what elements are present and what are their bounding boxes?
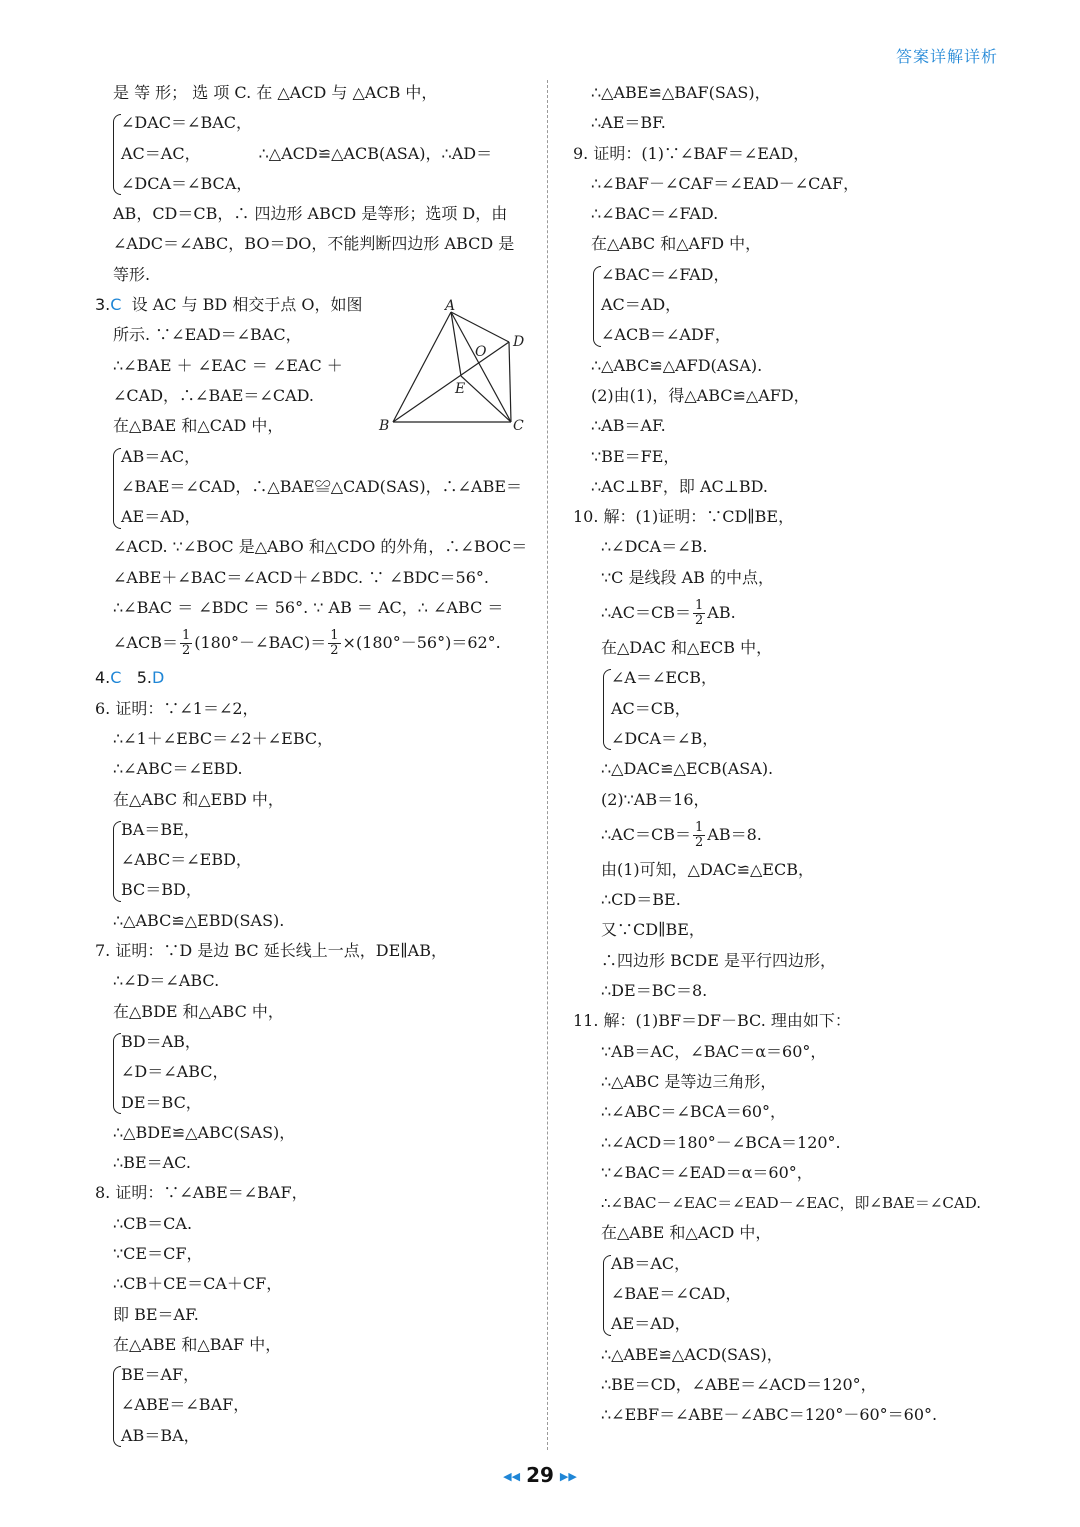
brace-line: AB＝AC， xyxy=(121,446,201,466)
prev-page-icon[interactable]: ◀◀ xyxy=(503,1470,521,1483)
brace-line: BA＝BE， xyxy=(121,819,200,839)
text-line: (2)由(1)，得△ABC≌△AFD， xyxy=(591,385,810,405)
fraction: $\frac{1}{2}$ xyxy=(330,628,339,659)
text-line: 在△BDE 和△ABC 中， xyxy=(113,1001,284,1021)
brace-line: AB＝BA， xyxy=(121,1425,200,1445)
text-line: ∠ABE＋∠BAC＝∠ACD＋∠BDC. ∵ ∠BDC＝56°. xyxy=(113,567,489,587)
triangle-figure xyxy=(375,298,535,438)
brace-group xyxy=(573,663,1018,754)
text-line: ∴△DAC≌△ECB(ASA). xyxy=(601,759,774,779)
text-line: ∴∠1＋∠EBC＝∠2＋∠EBC， xyxy=(113,728,334,748)
brace-line: ∠ABE＝∠BAF， xyxy=(121,1395,250,1415)
q9-head: 9. 证明：(1)∵∠BAF＝∠EAD， xyxy=(573,143,810,163)
text-line: 在△ABC 和△AFD 中， xyxy=(591,234,762,254)
text-line: ∴AE＝BF. xyxy=(591,113,666,133)
text-line: 在△ABE 和△BAF 中， xyxy=(113,1334,282,1354)
text-line: 在△ABC 和△EBD 中， xyxy=(113,789,284,809)
label-d: D xyxy=(513,334,525,350)
next-page-icon[interactable]: ▶▶ xyxy=(559,1470,577,1483)
column-divider xyxy=(547,80,548,1450)
brace-group xyxy=(573,1249,1018,1340)
text-line: 在△BAE 和△CAD 中， xyxy=(113,416,284,436)
text-line: ∴∠DCA＝∠B. xyxy=(601,537,708,557)
brace-line: ∠BAC＝∠FAD， xyxy=(601,264,730,284)
text-line: ∠ACD. ∵∠BOC 是△ABO 和△CDO 的外角，∴∠BOC＝ xyxy=(113,537,528,557)
text-line: ∵C 是线段 AB 的中点， xyxy=(601,567,774,587)
text-line: ∵CE＝CF， xyxy=(113,1243,203,1263)
left-column xyxy=(95,78,528,1451)
text-line: ∴∠ACD＝180°－∠BCA＝120°. xyxy=(601,1132,841,1152)
text-line: ∴∠D＝∠ABC. xyxy=(113,971,220,991)
label-a: A xyxy=(445,298,456,314)
text-line: ∵∠BAC＝∠EAD＝α＝60°， xyxy=(601,1162,813,1182)
brace-line: ∠BAE＝∠CAD，∴△BAE≌△CAD(SAS)，∴∠ABE＝ xyxy=(121,476,523,496)
text-line: ∴∠BAC＝∠FAD. xyxy=(591,204,719,224)
text-line: ∴CB＝CA. xyxy=(113,1213,193,1233)
text-line: ∴∠ABC＝∠BCA＝60°， xyxy=(601,1102,787,1122)
edge-bd xyxy=(393,342,509,422)
header-title: 答案详解详析 xyxy=(895,47,998,66)
fraction: $\frac{1}{2}$ xyxy=(694,598,704,629)
brace-line: BC＝BD， xyxy=(121,880,202,900)
brace-line: ∠BAE＝∠CAD， xyxy=(611,1283,742,1303)
text-line: ∴四边形 BCDE 是平行四边形， xyxy=(601,950,836,970)
text-line: 又∵CD∥BE， xyxy=(601,920,705,940)
q7-head: 7. 证明：∵D 是边 BC 延长线上一点，DE∥AB， xyxy=(95,941,447,961)
text-line: ∴DE＝BC＝8. xyxy=(601,981,708,1001)
text-line-fraction: ∴AC＝CB＝ $\frac{1}{2}$ AB. xyxy=(601,598,736,629)
edge-ab xyxy=(393,312,451,422)
brace-group xyxy=(95,1027,525,1118)
brace-line: ∠ACB＝∠ADF， xyxy=(601,325,731,345)
q8-head: 8. 证明：∵∠ABE＝∠BAF， xyxy=(95,1183,308,1203)
answer-choice: C xyxy=(110,295,122,315)
brace-group xyxy=(95,1360,525,1451)
text-line: ∴△ABC≌△EBD(SAS). xyxy=(113,910,285,930)
brace-group xyxy=(95,815,525,906)
page-footer xyxy=(0,1463,1080,1487)
label-e: E xyxy=(455,381,466,397)
fraction: $\frac{1}{2}$ xyxy=(181,628,191,659)
text-line: ∴AC⊥BF，即 AC⊥BD. xyxy=(591,476,768,496)
brace-line: ∠A＝∠ECB， xyxy=(611,668,718,688)
text-line: 由(1)可知，△DAC≌△ECB， xyxy=(601,859,814,879)
brace-line: BE＝AF， xyxy=(121,1365,200,1385)
text-line: ∴△ABC≌△AFD(ASA). xyxy=(591,355,763,375)
right-column xyxy=(573,78,1018,1430)
label-b: B xyxy=(379,418,390,434)
label-c: C xyxy=(513,418,524,434)
text-line: ∴CD＝BE. xyxy=(601,890,681,910)
text-line: ∴∠EBF＝∠ABE－∠ABC＝120°－60°＝60°. xyxy=(601,1405,938,1425)
text-line-fraction: ∴AC＝CB＝ $\frac{1}{2}$ AB＝8. xyxy=(601,819,762,850)
label-o: O xyxy=(475,344,487,360)
text-line: 在△DAC 和△ECB 中， xyxy=(601,638,773,658)
text-line: ∴CB＋CE＝CA＋CF， xyxy=(113,1274,283,1294)
text-line: ∴∠BAC ＝ ∠BDC ＝ 56°. ∵ AB ＝ AC，∴ ∠ABC ＝ xyxy=(113,598,504,618)
text-line: ∴∠ABC＝∠EBD. xyxy=(113,759,243,779)
text-line: ∴∠BAE ＋ ∠EAC ＝ ∠EAC ＋ xyxy=(113,355,343,375)
text-line: ∴BE＝CD，∠ABE＝∠ACD＝120°， xyxy=(601,1374,877,1394)
text-line: ∴∠BAC－∠EAC＝∠EAD－∠EAC，即∠BAE＝∠CAD. xyxy=(601,1194,981,1213)
text-line: ∴∠BAF－∠CAF＝∠EAD－∠CAF， xyxy=(591,173,860,193)
q6-head: 6. 证明：∵∠1＝∠2， xyxy=(95,698,259,718)
brace-line: ∠D＝∠ABC， xyxy=(121,1062,229,1082)
brace-group xyxy=(95,442,525,533)
text-line: ∴△BDE≌△ABC(SAS)， xyxy=(113,1122,296,1142)
brace-group xyxy=(95,108,525,199)
text-line: 等形. xyxy=(113,264,151,284)
edge-dc xyxy=(509,342,511,422)
text-line: ∵AB＝AC，∠BAC＝α＝60°， xyxy=(601,1041,827,1061)
text-line: ∴AB＝AF. xyxy=(591,416,666,436)
text-line: 在△ABE 和△ACD 中， xyxy=(601,1223,772,1243)
text-line: ∴△ABC 是等边三角形， xyxy=(601,1071,777,1091)
q4-q5-line: 4.C 5.D xyxy=(95,668,165,688)
q3-line: 3.C 设 AC 与 BD 相交于点 O，如图 xyxy=(95,295,363,315)
text-line: ∠ADC＝∠ABC，BO＝DO，不能判断四边形 ABCD 是 xyxy=(113,234,515,254)
brace-line: ∠ABC＝∠EBD， xyxy=(121,850,252,870)
text-line: AB，CD＝CB，∴ 四边形 ABCD 是等形；选项 D，由 xyxy=(113,204,508,224)
text-line-fraction: ∠ACB＝ $\frac{1}{2}$ (180°－∠BAC)＝ $\frac{1}{2}$ ×(180°－56°)＝62°. xyxy=(113,628,501,659)
brace-line: DE＝BC， xyxy=(121,1092,202,1112)
text-line: ∠CAD，∴∠BAE＝∠CAD. xyxy=(113,385,314,405)
brace-line: ∠DAC＝∠BAC， xyxy=(121,113,252,133)
edge-ec xyxy=(461,376,511,422)
brace-line: AE＝AD， xyxy=(611,1314,691,1334)
brace-line: AC＝CB， xyxy=(611,698,691,718)
text-line: ∴△ABE≌△ACD(SAS)， xyxy=(601,1344,783,1364)
brace-line: BD＝AB， xyxy=(121,1031,201,1051)
q11-head: 11. 解：(1)BF＝DF－BC. 理由如下： xyxy=(573,1011,851,1031)
brace-line: AC＝AC， ∴△ACD≌△ACB(ASA)，∴AD＝ xyxy=(121,143,493,163)
text-line: ∴△ABE≌△BAF(SAS)， xyxy=(591,83,771,102)
brace-line: ∠DCA＝∠B， xyxy=(611,728,719,748)
text-line: (2)∵AB＝16， xyxy=(601,789,710,809)
text-line: ∴BE＝AC. xyxy=(113,1153,191,1173)
brace-line: ∠DCA＝∠BCA， xyxy=(121,173,253,193)
q10-head: 10. 解：(1)证明：∵CD∥BE， xyxy=(573,507,795,527)
brace-line: AB＝AC， xyxy=(611,1253,691,1273)
text-line: 是 等 形； 选 项 C. 在 △ACD 与 △ACB 中， xyxy=(113,83,438,102)
brace-line: AE＝AD， xyxy=(121,507,201,527)
text-line: ∵BE＝FE， xyxy=(591,446,680,466)
brace-line: AC＝AD， xyxy=(601,295,682,315)
text-line: 所示. ∵∠EAD＝∠BAC， xyxy=(113,325,302,345)
page-number: 29 xyxy=(526,1463,554,1487)
fraction: $\frac{1}{2}$ xyxy=(694,819,704,850)
text-line: 即 BE＝AF. xyxy=(113,1304,199,1324)
brace-group xyxy=(573,260,1018,351)
